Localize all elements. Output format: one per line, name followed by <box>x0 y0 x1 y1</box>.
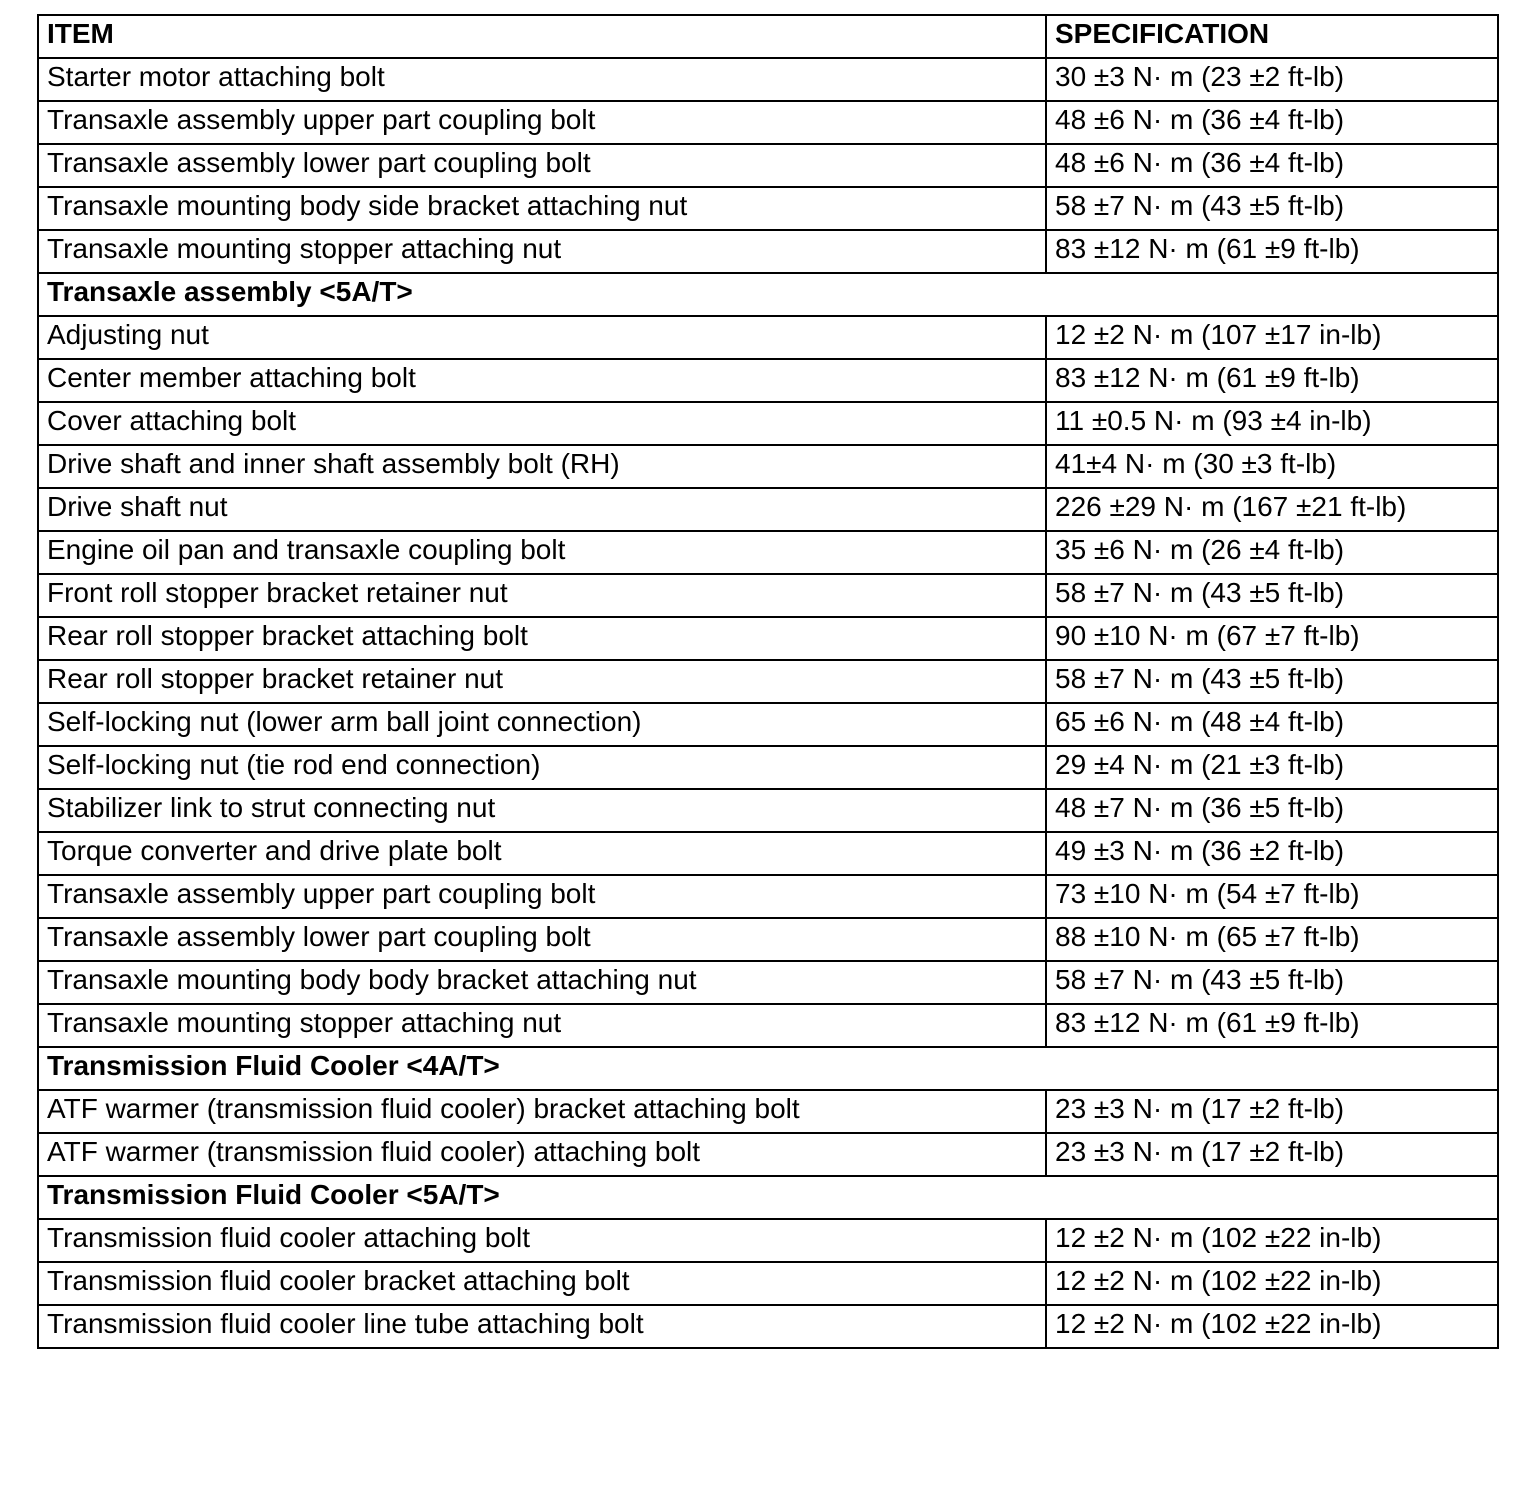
item-cell: Transmission fluid cooler bracket attaching bolt <box>38 1262 1046 1305</box>
table-row <box>38 316 1498 359</box>
specification-cell: 23 ±3 N· m (17 ±2 ft-lb) <box>1046 1090 1498 1133</box>
header-specification: SPECIFICATION <box>1046 15 1498 58</box>
table-row <box>38 58 1498 101</box>
specification-cell: 58 ±7 N· m (43 ±5 ft-lb) <box>1046 574 1498 617</box>
specification-cell: 41±4 N· m (30 ±3 ft-lb) <box>1046 445 1498 488</box>
specification-cell: 29 ±4 N· m (21 ±3 ft-lb) <box>1046 746 1498 789</box>
table-row <box>38 1004 1498 1047</box>
item-cell: Torque converter and drive plate bolt <box>38 832 1046 875</box>
item-cell: Transaxle mounting stopper attaching nut <box>38 230 1046 273</box>
item-cell: Rear roll stopper bracket retainer nut <box>38 660 1046 703</box>
specification-cell: 58 ±7 N· m (43 ±5 ft-lb) <box>1046 660 1498 703</box>
table-row <box>38 789 1498 832</box>
item-cell: Center member attaching bolt <box>38 359 1046 402</box>
table-row <box>38 1219 1498 1262</box>
specification-cell: 83 ±12 N· m (61 ±9 ft-lb) <box>1046 230 1498 273</box>
table-row <box>38 144 1498 187</box>
table-row <box>38 488 1498 531</box>
specification-cell: 83 ±12 N· m (61 ±9 ft-lb) <box>1046 1004 1498 1047</box>
header-row <box>38 15 1498 58</box>
section-row <box>38 273 1498 316</box>
specification-cell: 48 ±6 N· m (36 ±4 ft-lb) <box>1046 144 1498 187</box>
table-row <box>38 230 1498 273</box>
table-row <box>38 1090 1498 1133</box>
item-cell: Cover attaching bolt <box>38 402 1046 445</box>
section-title: Transmission Fluid Cooler <4A/T> <box>38 1047 1498 1090</box>
specification-cell: 58 ±7 N· m (43 ±5 ft-lb) <box>1046 187 1498 230</box>
header-item: ITEM <box>38 15 1046 58</box>
item-cell: Self-locking nut (lower arm ball joint connection) <box>38 703 1046 746</box>
table-row <box>38 187 1498 230</box>
item-cell: Transaxle assembly lower part coupling bolt <box>38 918 1046 961</box>
table-row <box>38 101 1498 144</box>
table-row <box>38 445 1498 488</box>
table-row <box>38 875 1498 918</box>
item-cell: Self-locking nut (tie rod end connection) <box>38 746 1046 789</box>
specification-cell: 11 ±0.5 N· m (93 ±4 in-lb) <box>1046 402 1498 445</box>
table-body <box>38 15 1498 1348</box>
specification-cell: 73 ±10 N· m (54 ±7 ft-lb) <box>1046 875 1498 918</box>
specification-cell: 35 ±6 N· m (26 ±4 ft-lb) <box>1046 531 1498 574</box>
item-cell: Transaxle assembly lower part coupling bolt <box>38 144 1046 187</box>
table-row <box>38 832 1498 875</box>
specification-cell: 12 ±2 N· m (107 ±17 in-lb) <box>1046 316 1498 359</box>
table-row <box>38 1133 1498 1176</box>
item-cell: Drive shaft and inner shaft assembly bolt (RH) <box>38 445 1046 488</box>
specification-cell: 90 ±10 N· m (67 ±7 ft-lb) <box>1046 617 1498 660</box>
specification-cell: 12 ±2 N· m (102 ±22 in-lb) <box>1046 1219 1498 1262</box>
table-row <box>38 574 1498 617</box>
item-cell: ATF warmer (transmission fluid cooler) attaching bolt <box>38 1133 1046 1176</box>
table-row <box>38 1262 1498 1305</box>
specification-cell: 65 ±6 N· m (48 ±4 ft-lb) <box>1046 703 1498 746</box>
specification-cell: 226 ±29 N· m (167 ±21 ft-lb) <box>1046 488 1498 531</box>
item-cell: Transmission fluid cooler attaching bolt <box>38 1219 1046 1262</box>
item-cell: Transaxle mounting body side bracket attaching nut <box>38 187 1046 230</box>
table-row <box>38 918 1498 961</box>
item-cell: ATF warmer (transmission fluid cooler) bracket attaching bolt <box>38 1090 1046 1133</box>
specification-cell: 48 ±6 N· m (36 ±4 ft-lb) <box>1046 101 1498 144</box>
item-cell: Starter motor attaching bolt <box>38 58 1046 101</box>
table-row <box>38 531 1498 574</box>
table-row <box>38 1305 1498 1348</box>
item-cell: Transaxle assembly upper part coupling bolt <box>38 101 1046 144</box>
item-cell: Front roll stopper bracket retainer nut <box>38 574 1046 617</box>
section-row <box>38 1176 1498 1219</box>
specification-cell: 88 ±10 N· m (65 ±7 ft-lb) <box>1046 918 1498 961</box>
item-cell: Transmission fluid cooler line tube attaching bolt <box>38 1305 1046 1348</box>
specification-cell: 23 ±3 N· m (17 ±2 ft-lb) <box>1046 1133 1498 1176</box>
specification-cell: 12 ±2 N· m (102 ±22 in-lb) <box>1046 1262 1498 1305</box>
table-row <box>38 703 1498 746</box>
specification-cell: 49 ±3 N· m (36 ±2 ft-lb) <box>1046 832 1498 875</box>
item-cell: Transaxle mounting body body bracket attaching nut <box>38 961 1046 1004</box>
table-row <box>38 961 1498 1004</box>
table-row <box>38 617 1498 660</box>
table-row <box>38 660 1498 703</box>
item-cell: Stabilizer link to strut connecting nut <box>38 789 1046 832</box>
specification-cell: 48 ±7 N· m (36 ±5 ft-lb) <box>1046 789 1498 832</box>
item-cell: Adjusting nut <box>38 316 1046 359</box>
item-cell: Transaxle assembly upper part coupling bolt <box>38 875 1046 918</box>
specification-cell: 30 ±3 N· m (23 ±2 ft-lb) <box>1046 58 1498 101</box>
section-title: Transmission Fluid Cooler <5A/T> <box>38 1176 1498 1219</box>
specification-cell: 58 ±7 N· m (43 ±5 ft-lb) <box>1046 961 1498 1004</box>
section-row <box>38 1047 1498 1090</box>
section-title: Transaxle assembly <5A/T> <box>38 273 1498 316</box>
table-row <box>38 402 1498 445</box>
item-cell: Engine oil pan and transaxle coupling bolt <box>38 531 1046 574</box>
item-cell: Rear roll stopper bracket attaching bolt <box>38 617 1046 660</box>
specification-cell: 12 ±2 N· m (102 ±22 in-lb) <box>1046 1305 1498 1348</box>
item-cell: Drive shaft nut <box>38 488 1046 531</box>
table-row <box>38 746 1498 789</box>
torque-specification-table <box>37 14 1499 1349</box>
specification-cell: 83 ±12 N· m (61 ±9 ft-lb) <box>1046 359 1498 402</box>
table-row <box>38 359 1498 402</box>
item-cell: Transaxle mounting stopper attaching nut <box>38 1004 1046 1047</box>
